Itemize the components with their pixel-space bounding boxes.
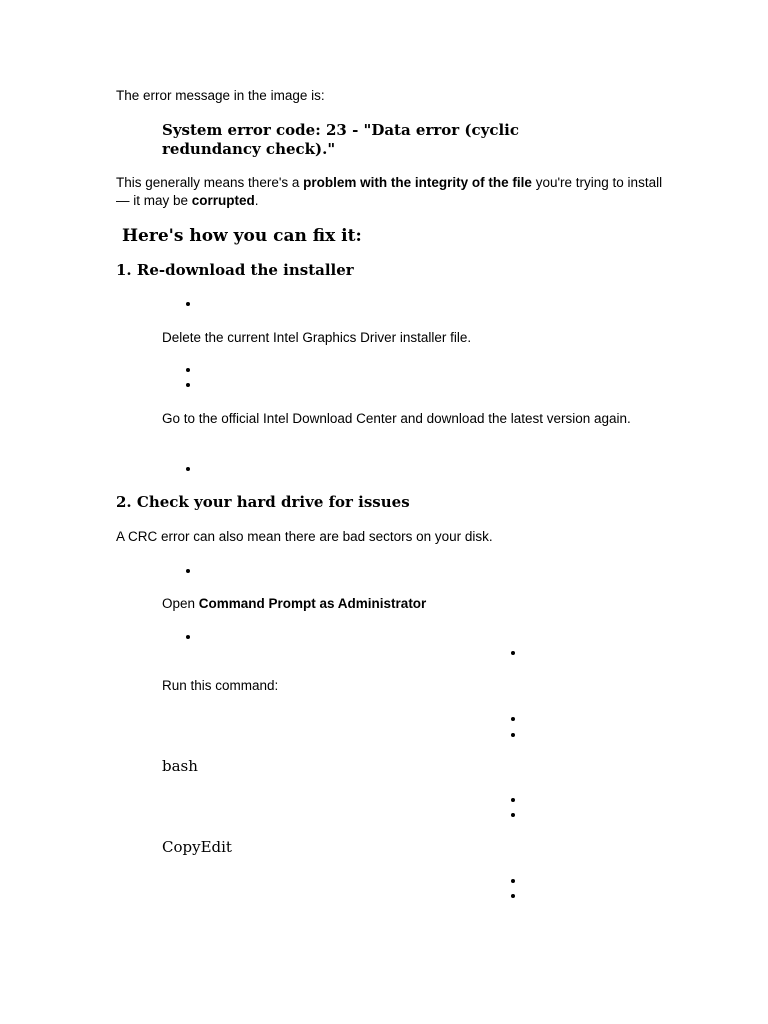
meaning-text-1: This generally means there's a: [116, 175, 304, 190]
bullet-marker: [186, 467, 190, 471]
copy-edit-label: CopyEdit: [162, 838, 232, 856]
bullet-marker: [186, 569, 190, 573]
bullet-marker: [511, 879, 515, 883]
fix-heading: Here's how you can fix it:: [122, 226, 362, 246]
bullet-marker: [511, 717, 515, 721]
meaning-bold-integrity: problem with the integrity of the file: [303, 175, 532, 190]
bullet-marker: [186, 383, 190, 387]
bullet-marker: [186, 635, 190, 639]
step1-heading: 1. Re-download the installer: [116, 261, 354, 279]
meaning-bold-corrupted: corrupted: [191, 193, 255, 208]
step2-open-cmd: [162, 595, 426, 613]
step1-item-delete: Delete the current Intel Graphics Driver installer file.: [162, 330, 472, 345]
bullet-marker: [511, 813, 515, 817]
step2-intro: A CRC error can also mean there are bad sectors on your disk.: [116, 529, 493, 544]
code-language-label: bash: [162, 757, 198, 775]
step1-item-download: Go to the official Intel Download Center and download the latest version again.: [162, 411, 631, 426]
bullet-marker: [186, 368, 190, 372]
open-prefix: Open: [162, 596, 199, 611]
meaning-text-2: you're trying to install — it may be: [116, 175, 663, 208]
step2-heading: 2. Check your hard drive for issues: [116, 493, 410, 511]
bullet-marker: [511, 733, 515, 737]
error-code-quote: System error code: 23 - "Data error (cyclic redundancy check).": [162, 121, 520, 158]
open-cmd-bold: Command Prompt as Administrator: [198, 596, 427, 611]
intro-text: The error message in the image is:: [116, 88, 325, 103]
meaning-paragraph: [116, 174, 666, 210]
step2-run-command: Run this command:: [162, 678, 279, 693]
bullet-marker: [186, 302, 190, 306]
meaning-text-3: .: [254, 193, 259, 208]
bullet-marker: [511, 894, 515, 898]
bullet-marker: [511, 798, 515, 802]
bullet-marker: [511, 651, 515, 655]
